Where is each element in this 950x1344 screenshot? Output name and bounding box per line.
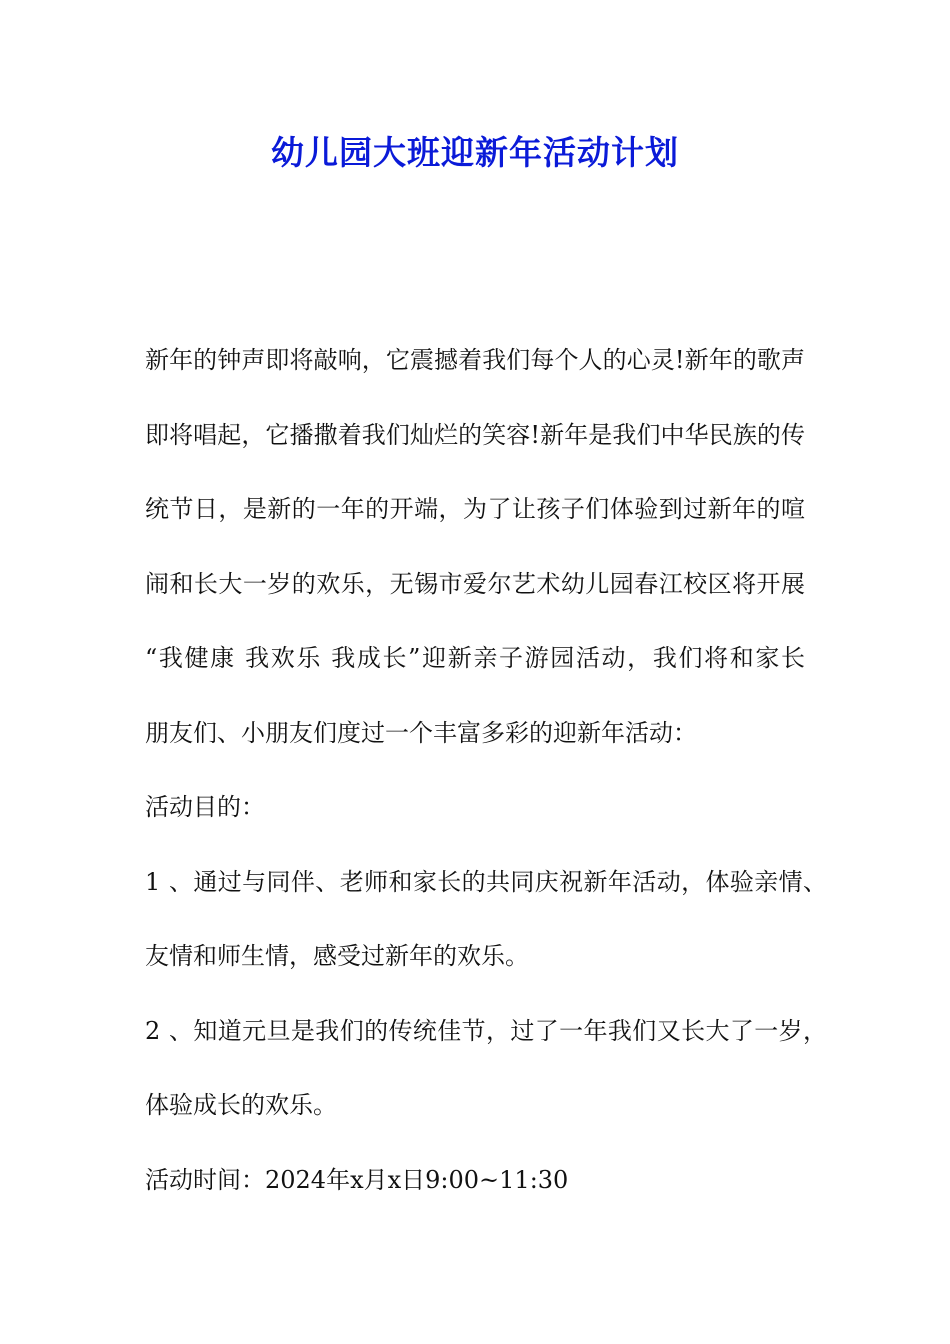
goal-text: 通过与同伴、老师和家长的共同庆祝新年活动，体验亲情、	[193, 868, 827, 896]
goal-number: 2、	[145, 1017, 193, 1045]
intro-line: 统节日，是新的一年的开端，为了让孩子们体验到过新年的喧	[145, 495, 805, 523]
intro-line: 即将唱起，它播撒着我们灿烂的笑容!新年是我们中华民族的传	[145, 421, 805, 449]
document-title: 幼儿园大班迎新年活动计划	[271, 133, 679, 172]
intro-line: 朋友们、小朋友们度过一个丰富多彩的迎新年活动：	[145, 719, 697, 747]
intro-line: 新年的钟声即将敲响，它震撼着我们每个人的心灵!新年的歌声	[145, 346, 805, 374]
goal-item-2-line2: 体验成长的欢乐。	[145, 1091, 337, 1119]
intro-line: “我健康 我欢乐 我成长”迎新亲子游园活动，我们将和家长	[145, 644, 805, 672]
goal-heading: 活动目的：	[145, 793, 265, 821]
goal-item-1-line1	[145, 862, 827, 902]
goal-item-2-line1	[145, 1011, 827, 1051]
activity-time: 活动时间：2024年x月x日9:00~11:30	[145, 1166, 569, 1194]
intro-line: 闹和长大一岁的欢乐，无锡市爱尔艺术幼儿园春江校区将开展	[145, 570, 805, 598]
goal-text: 知道元旦是我们的传统佳节，过了一年我们又长大了一岁，	[193, 1017, 827, 1045]
goal-item-1-line2: 友情和师生情，感受过新年的欢乐。	[145, 942, 529, 970]
goal-number: 1、	[145, 868, 193, 896]
